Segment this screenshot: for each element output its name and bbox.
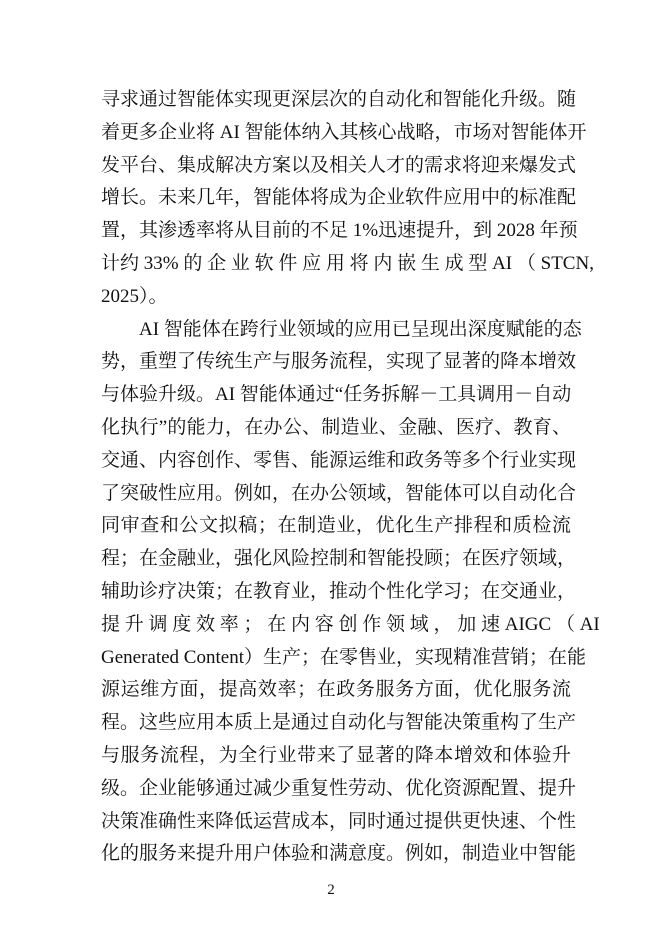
text-line: AI 智能体在跨行业领域的应用已呈现出深度赋能的态 bbox=[139, 318, 582, 340]
text-line: 了突破性应用。例如，在办公领域，智能体可以自动化合 bbox=[101, 482, 577, 504]
text-line: 化的服务来提升用户体验和满意度。例如，制造业中智能 bbox=[101, 843, 577, 865]
text-line: 发平台、集成解决方案以及相关人才的需求将迎来爆发式 bbox=[101, 154, 577, 176]
text-line: 与体验升级。AI 智能体通过“任务拆解－工具调用－自动 bbox=[101, 384, 572, 406]
text-line: Generated Content）生产；在零售业，实现精准营销；在能 bbox=[101, 646, 586, 668]
text-line: 2025）。 bbox=[101, 285, 168, 307]
text-line: 势，重塑了传统生产与服务流程，实现了显著的降本增效 bbox=[101, 351, 577, 373]
text-line: 源运维方面，提高效率；在政务服务方面，优化服务流 bbox=[101, 679, 571, 701]
text-line: 增长。未来几年，智能体将成为企业软件应用中的标准配 bbox=[101, 187, 577, 209]
page-number: 2 bbox=[327, 882, 335, 898]
text-line: 同审查和公文拟稿；在制造业，优化生产排程和质检流 bbox=[101, 515, 571, 537]
paragraph bbox=[101, 314, 600, 872]
text-line: 置，其渗透率将从目前的不足 1%迅速提升，到 2028 年预 bbox=[101, 220, 578, 242]
text-line: 与服务流程，为全行业带来了显著的降本增效和体验升 bbox=[101, 744, 571, 766]
text-line: 寻求通过智能体实现更深层次的自动化和智能化升级。随 bbox=[101, 89, 577, 110]
text-line: 辅助诊疗决策；在教育业，推动个性化学习；在交通业， bbox=[101, 580, 577, 602]
text-line: 程。这些应用本质上是通过自动化与智能决策重构了生产 bbox=[101, 712, 577, 734]
text-line: 化执行”的能力，在办公、制造业、金融、医疗、教育、 bbox=[101, 416, 571, 438]
text-line: 交通、内容创作、零售、能源运维和政务等多个行业实现 bbox=[101, 449, 577, 471]
text-line: 级。企业能够通过减少重复性劳动、优化资源配置、提升 bbox=[101, 777, 577, 799]
text-line: 决策准确性来降低运营成本，同时通过提供更快速、个性 bbox=[101, 810, 577, 832]
text-line: 程；在金融业，强化风险控制和智能投顾；在医疗领域， bbox=[101, 548, 577, 570]
text-line: 着更多企业将 AI 智能体纳入其核心战略，市场对智能体开 bbox=[101, 121, 587, 143]
text-line: 计约 33% 的 企 业 软 件 应 用 将 内 嵌 生 成 型 AI （ STCN, bbox=[101, 252, 594, 274]
paragraph bbox=[101, 84, 594, 314]
body-text bbox=[101, 84, 600, 871]
text-line: 提 升 调 度 效 率 ； 在 内 容 创 作 领 域 ， 加 速 AIGC （ AI bbox=[101, 613, 600, 635]
